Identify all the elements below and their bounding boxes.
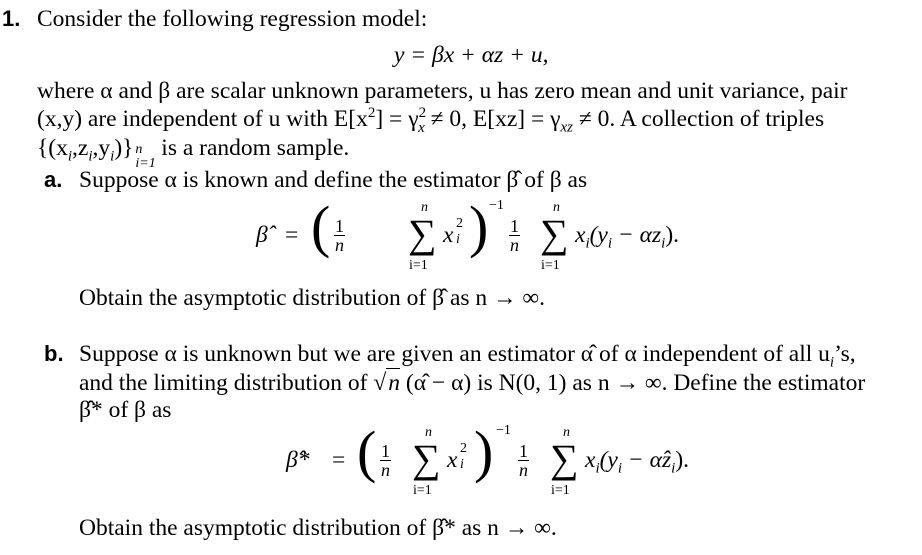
tail-x: x bbox=[575, 222, 586, 248]
part-a-text: Suppose α is known and define the estimator β̂ of β as bbox=[79, 167, 588, 193]
part-b-line-1 bbox=[79, 340, 856, 371]
formula-a-lhs: β̂ bbox=[256, 222, 268, 248]
sub-i: i bbox=[67, 148, 73, 165]
line2-sup: 2 bbox=[367, 105, 376, 122]
formula-a-lparen: ( bbox=[311, 194, 331, 259]
part-b-question: Obtain the asymptotic distribution of β̂* as n → ∞. bbox=[79, 515, 557, 541]
formula-b-tail bbox=[585, 447, 690, 477]
tail-y: (y bbox=[599, 447, 618, 473]
sqrt-n: n bbox=[388, 370, 401, 396]
line2-gamma-sub: x bbox=[418, 119, 425, 136]
sum3-upper: n bbox=[425, 425, 432, 440]
formula-a bbox=[253, 194, 713, 280]
part-b-line1-sub: i bbox=[829, 354, 835, 371]
formula-b-frac1 bbox=[380, 442, 391, 479]
frac-den: n bbox=[335, 235, 344, 255]
part-a-question: Obtain the asymptotic distribution of β̂ as n → ∞. bbox=[79, 285, 546, 311]
sum3-x: x bbox=[447, 447, 458, 473]
tail-i: i bbox=[595, 460, 600, 477]
line2-gamma-xz: xz bbox=[560, 119, 573, 136]
problem-line-1: where α and β are scalar unknown parameters, u has zero mean and unit variance, pair bbox=[37, 78, 848, 104]
frac-den: n bbox=[381, 460, 390, 480]
line3-b: ,z bbox=[72, 135, 89, 161]
sum4-upper: n bbox=[563, 425, 570, 440]
sum1-sigma: ∑ bbox=[408, 211, 437, 256]
sqrt-sign: √ bbox=[373, 370, 387, 396]
part-b-line1-text: Suppose α is unknown but we are given an estimator α̂ of α independent of all u bbox=[79, 341, 830, 367]
formula-b-eq: = bbox=[332, 447, 346, 473]
sum2-sigma: ∑ bbox=[540, 211, 569, 256]
sub-i: i bbox=[110, 148, 115, 165]
sum3-i: i bbox=[460, 457, 464, 472]
line2-gamma-sup: 2 bbox=[418, 105, 427, 122]
line3-e: is a random sample. bbox=[155, 135, 350, 161]
part-b-line2-c: (α̂ − α) is N(0, 1) as n → ∞. Define the estimator bbox=[400, 370, 866, 396]
tail-end: ). bbox=[665, 222, 680, 248]
part-b-label: b. bbox=[44, 341, 64, 366]
sum4-sigma: ∑ bbox=[550, 436, 579, 481]
line2-part-d: ≠ 0. A collection of triples bbox=[572, 106, 825, 132]
problem-number: 1. bbox=[2, 6, 21, 31]
tail-i3: i bbox=[661, 235, 666, 252]
sum3-sq: 2 bbox=[460, 441, 467, 456]
line2-part-b: ] = γ bbox=[375, 106, 419, 132]
tail-y: (y bbox=[589, 222, 608, 248]
formula-b-frac2 bbox=[518, 442, 529, 479]
part-b-line-3: β̂* of β as bbox=[79, 397, 172, 423]
sum3-sigma: ∑ bbox=[412, 436, 441, 481]
sum3-lower: i=1 bbox=[413, 483, 432, 498]
part-b-line2-a: and the limiting distribution of bbox=[79, 370, 374, 396]
tail-alpha: − αz bbox=[612, 222, 662, 248]
sum1-i: i bbox=[456, 232, 460, 247]
tail-alphahat: − α̂z bbox=[622, 447, 672, 473]
formula-a-frac2 bbox=[509, 217, 520, 254]
problem-line-3 bbox=[37, 134, 350, 171]
formula-b-lparen: ( bbox=[357, 419, 377, 484]
formula-a-frac1 bbox=[334, 217, 345, 254]
sum1-sq: 2 bbox=[456, 216, 463, 231]
line3-c: ,y bbox=[92, 135, 111, 161]
line3-a: {(x bbox=[37, 135, 68, 161]
tail-x: x bbox=[585, 447, 596, 473]
line2-part-a: (x,y) are independent of u with E[x bbox=[37, 106, 368, 132]
formula-a-tail bbox=[575, 222, 680, 252]
frac-num: 1 bbox=[510, 216, 519, 236]
formula-b-lhs: β̂* bbox=[286, 447, 310, 473]
tail-i2: i bbox=[617, 460, 623, 477]
model-equation: y = βx + αz + u, bbox=[394, 42, 549, 68]
line2-part-c: ≠ 0, E[xz] = γ bbox=[424, 106, 561, 132]
frac-num: 1 bbox=[519, 441, 528, 461]
formula-b-exp: −1 bbox=[496, 423, 511, 438]
frac-den: n bbox=[510, 235, 519, 255]
formula-a-rparen: ) bbox=[469, 194, 489, 259]
sub-i: i bbox=[88, 148, 93, 165]
frac-den: n bbox=[519, 460, 528, 480]
sum4-lower: i=1 bbox=[551, 483, 570, 498]
tail-i2: i bbox=[607, 235, 613, 252]
sum2-upper: n bbox=[553, 200, 560, 215]
tail-i: i bbox=[585, 235, 590, 252]
set-lower: i=1 bbox=[135, 156, 156, 171]
problem-intro: Consider the following regression model: bbox=[37, 6, 428, 32]
formula-b bbox=[284, 419, 744, 507]
formula-b-rparen: ) bbox=[474, 419, 494, 484]
problem-line-2 bbox=[37, 105, 825, 136]
part-b-line1-end: ’s, bbox=[834, 341, 856, 367]
sum1-x: x bbox=[443, 222, 454, 248]
frac-num: 1 bbox=[335, 216, 344, 236]
part-b-line-2 bbox=[79, 368, 865, 397]
formula-a-eq: = bbox=[285, 222, 299, 248]
tail-i3: i bbox=[671, 460, 676, 477]
formula-a-exp: −1 bbox=[489, 198, 504, 213]
line3-d: )} bbox=[114, 135, 134, 161]
sum2-lower: i=1 bbox=[541, 258, 560, 273]
tail-end: ). bbox=[675, 447, 690, 473]
part-a-label: a. bbox=[44, 167, 63, 192]
frac-num: 1 bbox=[381, 441, 390, 461]
sum1-lower: i=1 bbox=[409, 258, 428, 273]
sum1-upper: n bbox=[421, 200, 428, 215]
set-upper: n bbox=[135, 142, 143, 157]
